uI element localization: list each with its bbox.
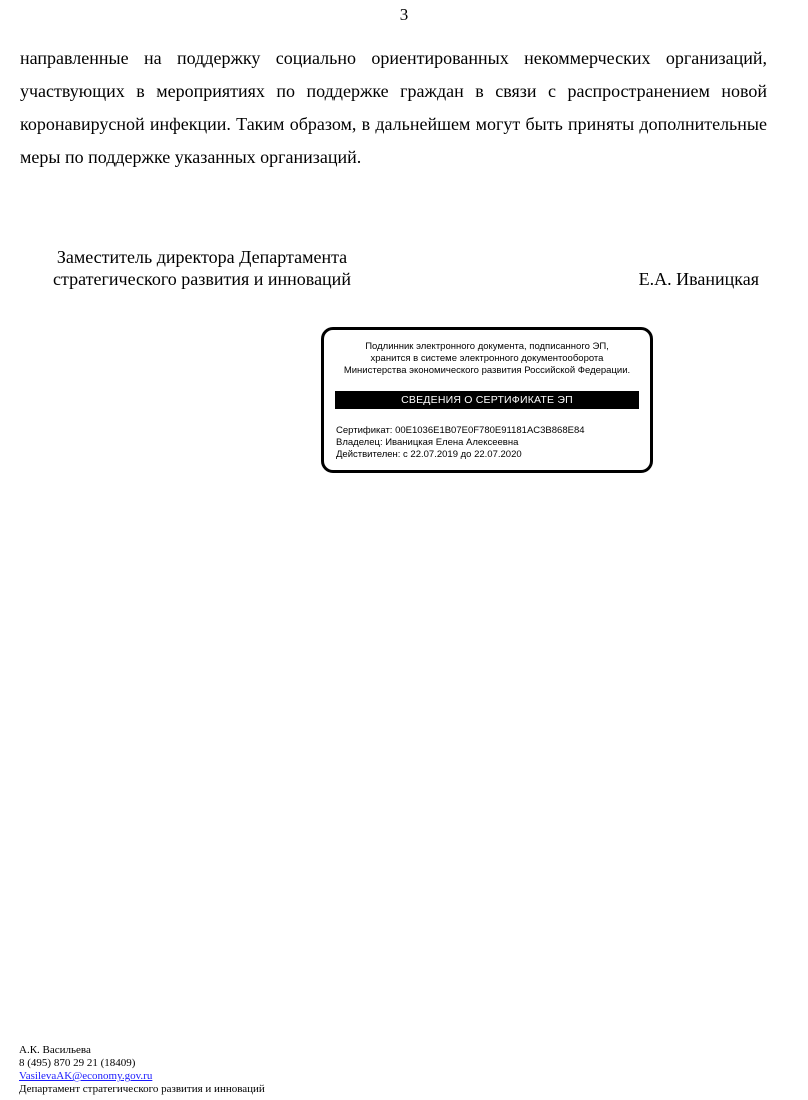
stamp-certificate: Сертификат: 00E1036E1B07E0F780E91181AC3B868E84 bbox=[336, 425, 585, 436]
page-number: 3 bbox=[399, 5, 409, 24]
stamp-header: СВЕДЕНИЯ О СЕРТИФИКАТЕ ЭП bbox=[335, 391, 639, 409]
executor-footer bbox=[19, 1044, 265, 1096]
stamp-notice bbox=[324, 341, 650, 377]
signer-title-line-1: Заместитель директора Департамента bbox=[56, 247, 348, 267]
electronic-signature-stamp bbox=[321, 327, 653, 473]
body-paragraph: направленные на поддержку социально ориентированных некоммерческих организаций, участвующих в мероприятиях по поддержке граждан в связи с распространением новой коронавирусной инфекции. Таким образом, в дальнейшем могут быть приняты дополнительные меры по поддержке указанных организаций. bbox=[20, 48, 767, 167]
footer-phone: 8 (495) 870 29 21 (18409) bbox=[19, 1057, 136, 1069]
stamp-details bbox=[336, 425, 585, 461]
stamp-notice-line-2: хранится в системе электронного документооборота bbox=[370, 353, 604, 364]
body-text bbox=[20, 42, 767, 174]
stamp-notice-line-1: Подлинник электронного документа, подписанного ЭП, bbox=[365, 341, 609, 352]
footer-author: А.К. Васильева bbox=[19, 1044, 91, 1056]
stamp-owner: Владелец: Иваницкая Елена Алексеевна bbox=[336, 437, 519, 448]
footer-email-link[interactable]: VasilevaAK@economy.gov.ru bbox=[19, 1070, 153, 1082]
stamp-validity: Действителен: с 22.07.2019 до 22.07.2020 bbox=[336, 449, 522, 460]
signer-name: Е.А. Иваницкая bbox=[638, 269, 759, 289]
stamp-notice-line-3: Министерства экономического развития Российской Федерации. bbox=[343, 365, 631, 376]
footer-department: Департамент стратегического развития и инноваций bbox=[19, 1083, 265, 1095]
signer-title-line-2: стратегического развития и инноваций bbox=[53, 269, 351, 289]
signer-title bbox=[42, 246, 362, 290]
